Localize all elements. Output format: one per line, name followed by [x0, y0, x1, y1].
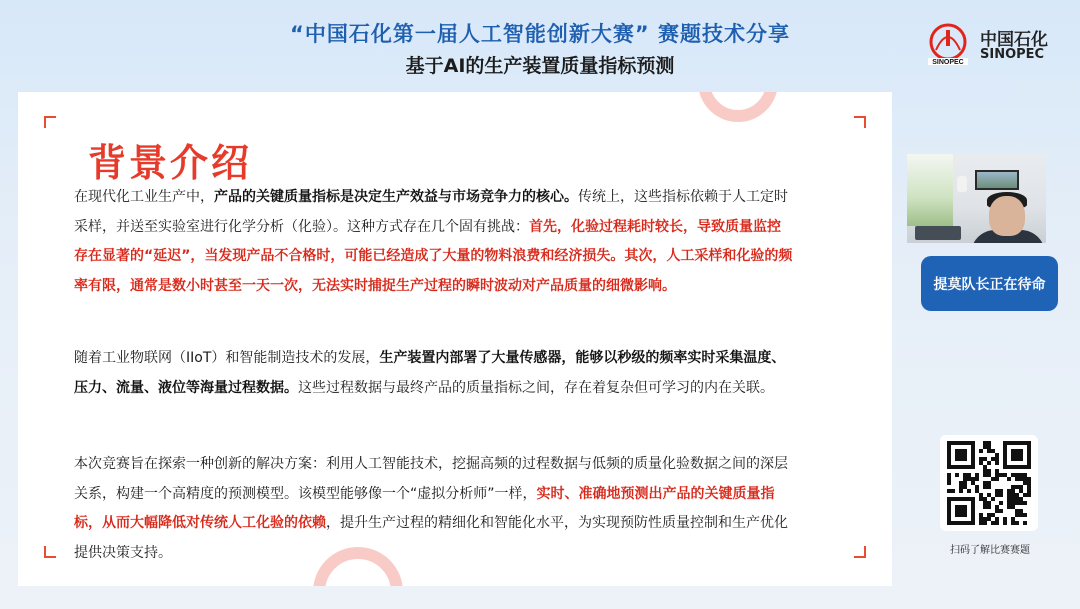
video-window-bg: [907, 154, 953, 226]
qr-code-icon: [946, 441, 1032, 525]
corner-bracket: [854, 116, 866, 128]
sinopec-logo: [924, 20, 1064, 68]
text-run: 随着工业物联网（IIoT）和智能制造技术的发展，: [74, 350, 380, 366]
header: [0, 0, 1080, 90]
paragraph-goal: [74, 450, 794, 568]
paragraph-background: [74, 183, 794, 301]
logo-text-cn: 中国石化: [980, 30, 1048, 50]
text-run: 这些过程数据与最终产品的质量指标之间，存在着复杂但可学习的内在关联。: [298, 379, 774, 396]
qr-code[interactable]: [940, 435, 1038, 531]
text-run-highlight: 实时、准确地预测出产品的关键质量指标，从而大幅降低对传统人工化验的依赖: [74, 485, 775, 531]
corner-bracket: [44, 116, 56, 128]
speaker-video[interactable]: [907, 154, 1046, 243]
video-wall-art: [975, 170, 1019, 190]
sinopec-logo-icon: [924, 20, 972, 68]
video-lamp: [957, 176, 967, 192]
corner-bracket: [854, 546, 866, 558]
text-run: ，提升生产过程的精细化和智能化水平，为实现预防性质量控制和生产优化提供决策支持。: [74, 515, 788, 561]
text-run-highlight: 首先，化验过程耗时较长，导致质量监控存在显著的“延迟”，当发现产品不合格时，可能已经造成了大量的物料浪费和经济损失。其次，人工采样和化验的频率有限，通常是数小时甚至一天一次，无法实时捕捉生产过程的瞬时波动对产品质量的细微影响。: [74, 218, 793, 294]
video-device: [915, 226, 961, 240]
text-run-bold: 生产装置内部署了大量传感器，能够以秒级的频率实时采集温度、压力、流量、液位等海量过程数据。: [74, 350, 786, 396]
video-person-head: [989, 196, 1025, 236]
page-subtitle: 基于AI的生产装置质量指标预测: [405, 55, 675, 77]
svg-text:SINOPEC: SINOPEC: [932, 59, 964, 66]
qr-caption: 扫码了解比赛赛题: [950, 545, 1030, 556]
shared-slide: [18, 92, 892, 586]
text-run: 传统上，这些指标依赖于人工定时采样，并送至实验室进行化学分析（化验）。这种方式存在几个固有挑战：: [74, 189, 788, 235]
text-run-bold: 产品的关键质量指标是决定生产效益与市场竞争力的核心。: [214, 189, 578, 205]
speaker-status-button[interactable]: 提莫队长正在待命: [921, 256, 1058, 311]
text-run: 本次竞赛旨在探索一种创新的解决方案：利用人工智能技术，挖掘高频的过程数据与低频的质量化验数据之间的深层关系，构建一个高精度的预测模型。该模型能够像一个“虚拟分析师”一样，: [74, 456, 788, 502]
page-title: “中国石化第一届人工智能创新大赛” 赛题技术分享: [290, 22, 790, 46]
logo-text-en: SINOPEC: [980, 47, 1045, 62]
text-run: 在现代化工业生产中，: [74, 189, 214, 205]
slide-heading: 背景介绍: [88, 141, 253, 185]
corner-bracket: [44, 546, 56, 558]
decor-ring-top: [698, 92, 778, 122]
paragraph-iiot: [74, 344, 794, 403]
